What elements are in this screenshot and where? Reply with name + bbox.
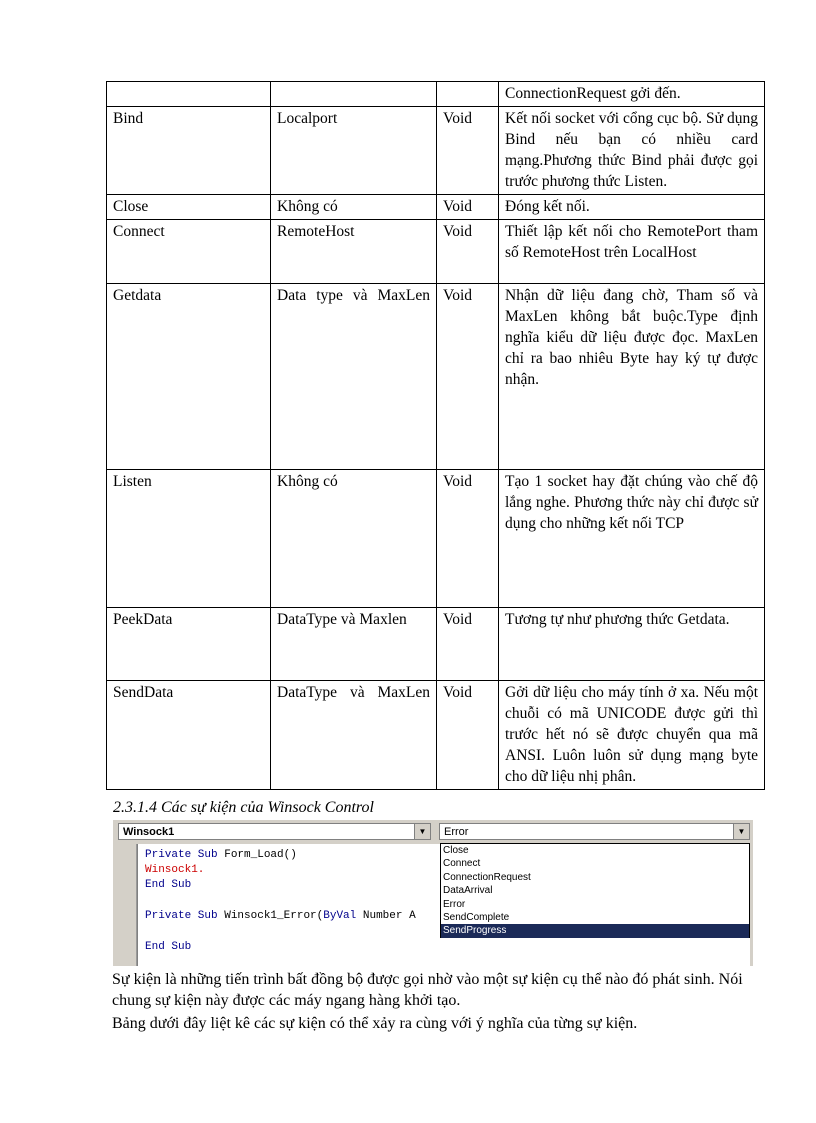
method-desc: Đóng kết nối. (499, 195, 765, 220)
body-paragraph: Bảng dưới đây liệt kê các sự kiện có thể xảy ra cùng với ý nghĩa của từng sự kiện. (112, 1015, 638, 1032)
dropdown-option[interactable]: Connect (443, 858, 481, 870)
object-combo[interactable] (118, 823, 431, 840)
chevron-down-icon[interactable]: ▼ (414, 824, 430, 839)
table-row (107, 220, 765, 284)
method-name: SendData (107, 681, 271, 790)
dropdown-option-selected[interactable]: SendProgress (441, 924, 749, 937)
code-keyword: Private Sub (145, 910, 218, 922)
vb-code-window (113, 820, 753, 966)
table-row (107, 82, 765, 107)
method-return: Void (437, 608, 499, 681)
method-return (437, 82, 499, 107)
event-dropdown-list[interactable] (440, 843, 750, 938)
method-name: PeekData (107, 608, 271, 681)
method-desc: ConnectionRequest gởi đến. (499, 82, 765, 107)
code-keyword: ByVal (323, 910, 357, 922)
code-line (145, 910, 416, 922)
method-params: Localport (271, 107, 437, 195)
table-row (107, 681, 765, 790)
margin-indicator-bar (116, 844, 137, 966)
method-return: Void (437, 284, 499, 470)
code-text: Winsock1_Error( (217, 910, 324, 922)
code-line: Winsock1. (145, 864, 205, 876)
method-params: Không có (271, 470, 437, 608)
method-name: Getdata (107, 284, 271, 470)
code-keyword: Private Sub (145, 849, 218, 861)
event-combo[interactable] (439, 823, 750, 840)
method-desc: Thiết lập kết nối cho RemotePort tham số RemoteHost trên LocalHost (499, 220, 765, 284)
method-desc: Gởi dữ liệu cho máy tính ở xa. Nếu một chuỗi có mã UNICODE được gửi thì trước hết nó sẽ được chuyển qua mã ANSI. Luôn luôn sử dụng mạng byte cho dữ liệu nhị phân. (499, 681, 765, 790)
method-name: Listen (107, 470, 271, 608)
table-row (107, 470, 765, 608)
methods-table (106, 81, 765, 790)
method-name: Connect (107, 220, 271, 284)
dropdown-option[interactable]: Close (443, 845, 469, 856)
table-row (107, 107, 765, 195)
method-name: Bind (107, 107, 271, 195)
method-return: Void (437, 681, 499, 790)
method-return: Void (437, 107, 499, 195)
dropdown-option[interactable]: ConnectionRequest (443, 871, 531, 883)
code-text: Number A (356, 910, 416, 922)
object-combo-value: Winsock1 (123, 826, 175, 838)
method-params: Không có (271, 195, 437, 220)
table-row (107, 284, 765, 470)
method-desc: Kết nối socket với cổng cục bộ. Sử dụng Bind nếu bạn có nhiều card mạng.Phương thức Bind phải được gọi trước phương thức Listen. (499, 107, 765, 195)
code-text: Form_Load() (217, 849, 297, 861)
method-desc: Nhận dữ liệu đang chờ, Tham số và MaxLen không bắt buộc.Type định nghĩa kiểu dữ liệu được đọc. MaxLen chỉ ra bao nhiêu Byte hay ký tự được nhận. (499, 284, 765, 470)
event-combo-value: Error (444, 826, 469, 838)
dropdown-option[interactable]: DataArrival (443, 885, 493, 897)
body-paragraph: Sự kiện là những tiến trình bất đồng bộ được gọi nhờ vào một sự kiện cụ thể nào đó phát sinh. Nói chung sự kiện này được các máy ngang hàng khởi tạo. (112, 971, 743, 1009)
method-return: Void (437, 220, 499, 284)
method-desc: Tương tự như phương thức Getdata. (499, 608, 765, 681)
code-line: End Sub (145, 879, 192, 891)
method-name (107, 82, 271, 107)
method-return: Void (437, 195, 499, 220)
table-row (107, 608, 765, 681)
dropdown-option[interactable]: Error (443, 898, 466, 910)
method-params: DataType và Maxlen (271, 608, 437, 681)
method-name: Close (107, 195, 271, 220)
code-line (145, 849, 297, 861)
code-line: End Sub (145, 941, 192, 953)
method-params: Data type và MaxLen (271, 284, 437, 470)
dropdown-option[interactable]: SendComplete (443, 911, 510, 923)
chevron-down-icon[interactable]: ▼ (733, 824, 749, 839)
code-editor-right[interactable] (440, 938, 750, 966)
method-desc: Tạo 1 socket hay đặt chúng vào chế độ lắng nghe. Phương thức này chỉ được sử dụng cho những kết nối TCP (499, 470, 765, 608)
section-title: 2.3.1.4 Các sự kiện của Winsock Control (113, 799, 374, 816)
method-params (271, 82, 437, 107)
method-return: Void (437, 470, 499, 608)
method-params: DataType và MaxLen (271, 681, 437, 790)
method-params: RemoteHost (271, 220, 437, 284)
code-editor[interactable] (138, 844, 441, 966)
table-row (107, 195, 765, 220)
